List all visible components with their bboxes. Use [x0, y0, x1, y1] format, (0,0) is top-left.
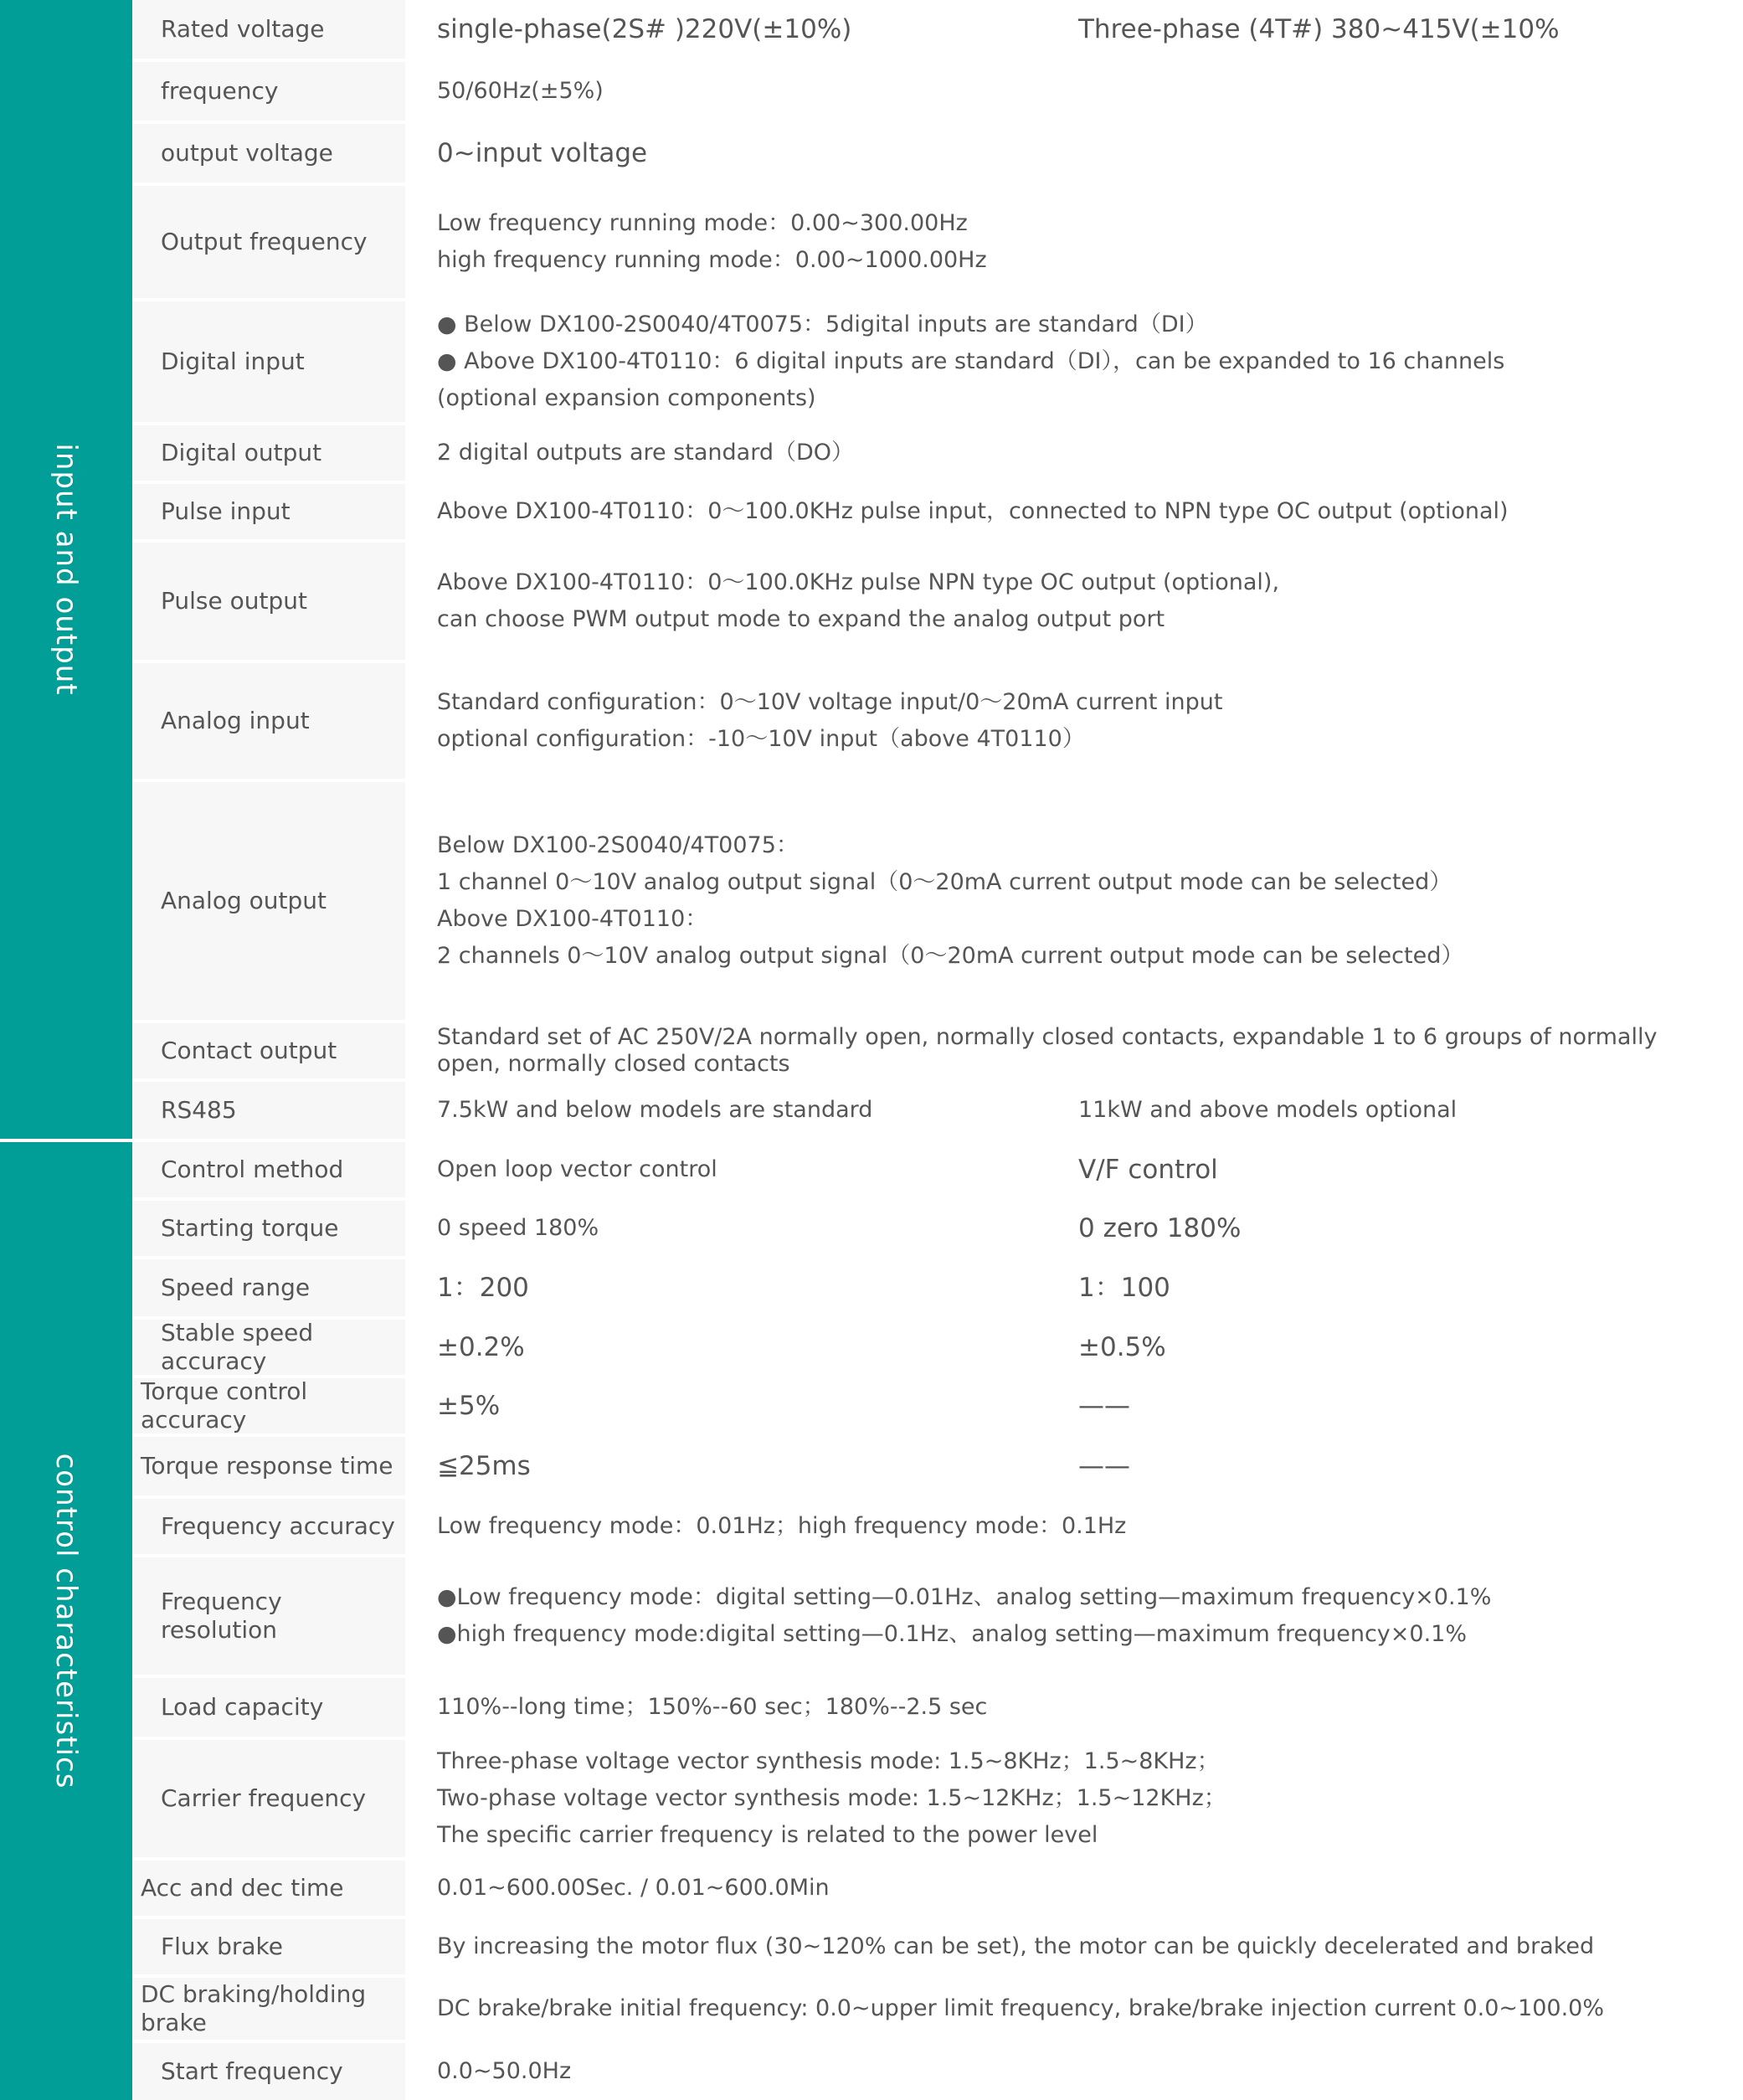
row-label-cell: [132, 1437, 402, 1495]
row-value-line: Three-phase voltage vector synthesis mode: 1.5~8KHz；1.5~8KHz；: [437, 1748, 1220, 1774]
table-row: [132, 186, 1743, 298]
row-value-line: 7.5kW and below models are standard: [437, 1097, 873, 1123]
row-label: Contact output: [161, 1037, 337, 1064]
table-row: [132, 1142, 1743, 1197]
table-row: [132, 1499, 1743, 1554]
row-value-cell: [405, 1259, 1068, 1316]
table-row: [132, 1437, 1743, 1495]
row-value-line: Two-phase voltage vector synthesis mode: 1.5~12KHz；1.5~12KHz；: [437, 1785, 1226, 1811]
row-label-cell: [132, 782, 402, 1020]
table-row: [132, 1557, 1743, 1675]
row-label-cell: [132, 425, 402, 481]
row-value-line: Standard set of AC 250V/2A normally open, normally closed contacts, expandable 1 to 6 groups of normally open, normally closed contacts: [437, 1024, 1658, 1077]
table-row: [132, 0, 1743, 59]
row-label: Pulse input: [161, 497, 290, 525]
row-value-line: optional configuration：-10～10V input（above 4T0110）: [437, 726, 1085, 752]
table-row: [132, 1978, 1743, 2040]
row-label: Digital output: [161, 439, 322, 466]
row-value-cell: [405, 1437, 1068, 1495]
table-row: [132, 663, 1743, 779]
row-value-cell: [405, 0, 1068, 59]
row-label: Frequency accuracy: [161, 1512, 395, 1540]
table-row: [132, 543, 1743, 660]
table-row: [132, 1082, 1743, 1139]
row-value-cell: [405, 1082, 1068, 1139]
row-value-line: Below DX100-2S0040/4T0075：: [437, 832, 799, 858]
row-value-line: 1：200: [437, 1273, 529, 1303]
row-value-line: 0 zero 180%: [1078, 1213, 1242, 1243]
row-value-cell: [405, 484, 1743, 539]
row-label: Acc and dec time: [141, 1874, 344, 1902]
row-value-line: 2 channels 0～10V analog output signal（0～20mA current output mode can be selected）: [437, 943, 1464, 969]
row-value-cell-secondary: [1048, 0, 1743, 59]
row-label-cell: [132, 1259, 402, 1316]
row-value-line: 1 channel 0～10V analog output signal（0～20mA current output mode can be selected）: [437, 869, 1452, 895]
row-value-line: The specific carrier frequency is related to the power level: [437, 1822, 1098, 1848]
row-label-cell: [132, 1557, 402, 1675]
row-value-line: Three-phase (4T#) 380~415V(±10%: [1078, 14, 1560, 44]
row-label: frequency: [161, 77, 279, 105]
row-label-cell: [132, 301, 402, 422]
row-value-line: Low frequency running mode：0.00~300.00Hz: [437, 210, 968, 236]
row-value-cell-secondary: [1048, 1320, 1743, 1375]
row-value-cell-secondary: [1048, 1142, 1743, 1197]
row-value-line: ±0.5%: [1078, 1332, 1166, 1362]
row-value-line: 110%--long time；150%--60 sec；180%--2.5 sec: [437, 1694, 988, 1720]
row-value-cell-secondary: [1048, 1437, 1743, 1495]
row-label-cell: [132, 62, 402, 121]
row-label: Frequency resolution: [161, 1588, 282, 1644]
row-value-line: 0~input voltage: [437, 138, 648, 168]
row-label: DC braking/holding brake: [141, 1980, 367, 2036]
row-label-cell: [132, 186, 402, 298]
row-value-cell: [405, 1557, 1743, 1675]
table-row: [132, 62, 1743, 121]
row-label-cell: [132, 484, 402, 539]
row-label-cell: [132, 1740, 402, 1857]
row-value-cell: [405, 1861, 1743, 1916]
row-label-cell: [132, 1142, 402, 1197]
row-value-line: ●Low frequency mode：digital setting—0.01Hz、analog setting—maximum frequency×0.1%: [437, 1584, 1492, 1610]
row-value-cell: [405, 1978, 1743, 2040]
row-value-line: ●high frequency mode:digital setting—0.1Hz、analog setting—maximum frequency×0.1%: [437, 1621, 1468, 1647]
row-value-cell: [405, 1201, 1068, 1256]
row-value-cell: [405, 782, 1743, 1020]
row-label: Load capacity: [161, 1693, 324, 1721]
table-row: [132, 782, 1743, 1020]
table-row: [132, 1740, 1743, 1857]
row-value-line: 0.01~600.00Sec. / 0.01~600.0Min: [437, 1875, 830, 1901]
section-band-control: [0, 1142, 132, 2100]
row-value-line: ● Above DX100-4T0110：6 digital inputs are standard（DI），can be expanded to 16 channels: [437, 348, 1505, 374]
row-value-cell: [405, 1378, 1068, 1433]
row-value-line: Above DX100-4T0110：: [437, 906, 708, 932]
table-row: [132, 1023, 1743, 1078]
row-label: Speed range: [161, 1274, 311, 1301]
row-label: Flux brake: [161, 1933, 283, 1960]
table-row: [132, 301, 1743, 422]
table-row: [132, 1861, 1743, 1916]
row-value-cell-secondary: [1048, 1259, 1743, 1316]
row-value-line: high frequency running mode：0.00~1000.00Hz: [437, 247, 987, 273]
row-value-cell-secondary: [1048, 1082, 1743, 1139]
section-label: control characteristics: [49, 1453, 83, 1789]
section-band-input-output: [0, 0, 132, 1139]
row-value-line: (optional expansion components): [437, 385, 816, 411]
row-value-line: By increasing the motor flux (30~120% can be set), the motor can be quickly decelerated and braked: [437, 1933, 1595, 1959]
row-value-line: ——: [1078, 1391, 1130, 1421]
row-label-cell: [132, 1378, 402, 1433]
row-value-line: 11kW and above models optional: [1078, 1097, 1458, 1123]
row-label-cell: [132, 1919, 402, 1974]
row-value-cell: [405, 1740, 1743, 1857]
row-value-line: V/F control: [1078, 1155, 1218, 1185]
row-label-cell: [132, 1678, 402, 1737]
row-label: Torque response time: [141, 1452, 393, 1480]
table-row: [132, 484, 1743, 539]
row-label: Analog output: [161, 887, 326, 914]
row-label-cell: [132, 1978, 402, 2040]
row-value-cell: [405, 1142, 1068, 1197]
row-label-cell: [132, 0, 402, 59]
table-row: [132, 425, 1743, 481]
row-value-line: ±5%: [437, 1391, 501, 1421]
row-label: Stable speed accuracy: [161, 1319, 314, 1375]
row-value-cell: [405, 1499, 1743, 1554]
table-row: [132, 1678, 1743, 1737]
row-label: Digital input: [161, 347, 305, 375]
row-value-line: ——: [1078, 1451, 1130, 1481]
row-value-cell: [405, 124, 1743, 183]
row-value-line: 1：100: [1078, 1273, 1170, 1303]
row-value-cell: [405, 2043, 1743, 2100]
row-value-line: Above DX100-4T0110：0～100.0KHz pulse NPN type OC output (optional),: [437, 569, 1280, 595]
table-row: [132, 124, 1743, 183]
row-value-cell-secondary: [1048, 1201, 1743, 1256]
row-value-cell: [405, 1320, 1068, 1375]
row-value-cell: [405, 186, 1743, 298]
row-value-line: ±0.2%: [437, 1332, 525, 1362]
row-label: Carrier frequency: [161, 1784, 367, 1812]
row-value-cell: [405, 1919, 1743, 1974]
row-label: Control method: [161, 1156, 344, 1183]
row-value-cell: [405, 543, 1743, 660]
row-label-cell: [132, 1320, 402, 1375]
row-label: output voltage: [161, 139, 333, 167]
row-label: Torque control accuracy: [141, 1377, 308, 1433]
section-label: input and output: [49, 443, 83, 696]
table-row: [132, 1259, 1743, 1316]
row-value-line: ≦25ms: [437, 1451, 531, 1481]
row-value-cell: [405, 62, 1743, 121]
row-value-cell: [405, 663, 1743, 779]
row-label: Rated voltage: [161, 15, 325, 43]
row-label: Analog input: [161, 707, 310, 734]
row-value-line: 0 speed 180%: [437, 1215, 599, 1241]
row-value-line: Open loop vector control: [437, 1156, 717, 1182]
row-value-line: 0.0~50.0Hz: [437, 2058, 572, 2084]
row-value-cell: [405, 425, 1743, 481]
row-value-line: single-phase(2S# )220V(±10%): [437, 14, 852, 44]
row-value-line: Standard configuration：0～10V voltage input/0～20mA current input: [437, 689, 1223, 715]
row-value-line: Low frequency mode：0.01Hz；high frequency mode：0.1Hz: [437, 1513, 1127, 1539]
row-label: RS485: [161, 1096, 237, 1124]
table-row: [132, 1919, 1743, 1974]
row-label-cell: [132, 1861, 402, 1916]
row-label: Starting torque: [161, 1214, 339, 1242]
row-value-line: 2 digital outputs are standard（DO）: [437, 440, 855, 466]
row-value-line: Above DX100-4T0110：0～100.0KHz pulse input，connected to NPN type OC output (optional): [437, 498, 1509, 524]
row-value-line: 50/60Hz(±5%): [437, 78, 604, 104]
table-row: [132, 2043, 1743, 2100]
row-value-cell: [405, 1023, 1743, 1078]
row-label-cell: [132, 1082, 402, 1139]
row-label-cell: [132, 543, 402, 660]
row-label-cell: [132, 1499, 402, 1554]
row-value-line: ● Below DX100-2S0040/4T0075：5digital inputs are standard（DI）: [437, 311, 1208, 337]
table-row: [132, 1378, 1743, 1433]
row-label-cell: [132, 1201, 402, 1256]
row-value-line: DC brake/brake initial frequency: 0.0~upper limit frequency, brake/brake injection current 0.0~100.0%: [437, 1995, 1605, 2021]
row-value-line: can choose PWM output mode to expand the analog output port: [437, 606, 1165, 632]
row-label-cell: [132, 663, 402, 779]
row-label-cell: [132, 1023, 402, 1078]
row-value-cell: [405, 1678, 1743, 1737]
table-row: [132, 1201, 1743, 1256]
row-value-cell-secondary: [1048, 1378, 1743, 1433]
row-label-cell: [132, 124, 402, 183]
row-label: Output frequency: [161, 228, 368, 255]
row-value-cell: [405, 301, 1743, 422]
row-label: Pulse output: [161, 587, 307, 615]
row-label: Start frequency: [161, 2057, 343, 2085]
table-row: [132, 1320, 1743, 1375]
row-label-cell: [132, 2043, 402, 2100]
